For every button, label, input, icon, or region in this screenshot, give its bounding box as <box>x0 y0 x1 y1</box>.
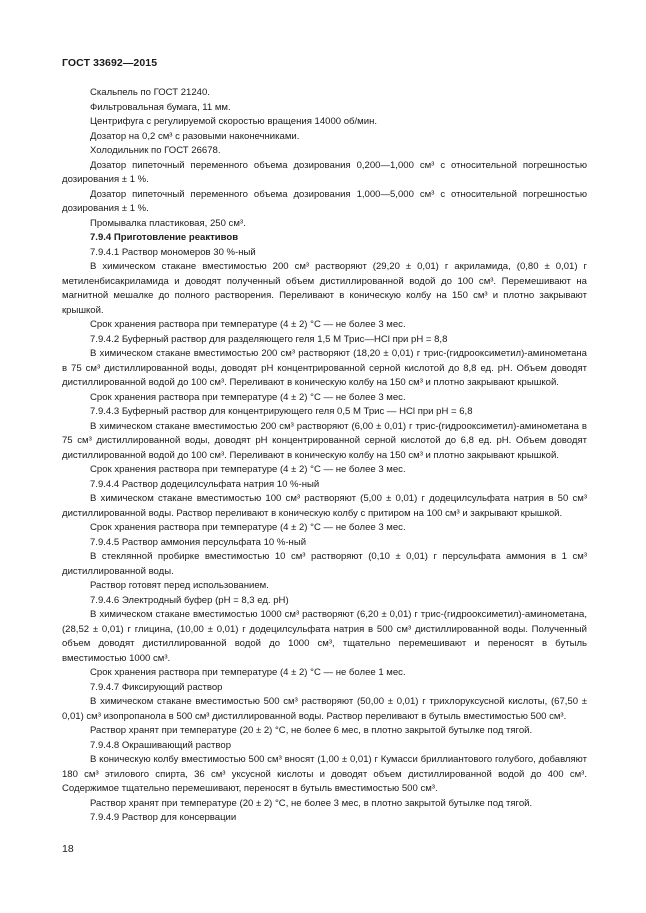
subsection-heading: 7.9.4.2 Буферный раствор для разделяющего геля 1,5 М Трис—HCl при рН = 8,8 <box>90 333 448 345</box>
paragraph: В химическом стакане вместимостью 200 см³ растворяют (6,00 ± 0,01) г трис-(гидрооксиметил)-аминометана в 75 см³ дистиллированной воды, доводят pH концентрированной серной кислотой до 6,8 ед. pH. Объем доводят дистиллированной водой до 100 см³. Переливают в коническую колбу на 150 см³ и плотно закрывают крышкой. <box>62 420 587 461</box>
subsection-heading: 7.9.4.5 Раствор аммония персульфата 10 %-ный <box>90 536 307 548</box>
section-heading: 7.9.4 Приготовление реактивов <box>90 232 239 243</box>
standard-header: ГОСТ 33692—2015 <box>62 57 158 69</box>
paragraph: Срок хранения раствора при температуре (4 ± 2) °С — не более 3 мес. <box>90 391 406 403</box>
paragraph: В химическом стакане вместимостью 500 см³ растворяют (50,00 ± 0,01) г трихлоруксусной кислоты, (67,50 ± 0,01) см³ изопропанола в 500 см³ дистиллированной воды. Раствор переливают в бутыль вместимостью 500 см³. <box>62 696 587 722</box>
paragraph: Раствор хранят при температуре (20 ± 2) °С, не более 3 мес, в плотно закрытой бутылке под тягой. <box>90 797 533 809</box>
subsection-heading: 7.9.4.9 Раствор для консервации <box>90 812 237 823</box>
paragraph: Промывалка пластиковая, 250 см³. <box>90 217 246 229</box>
paragraph: Скальпель по ГОСТ 21240. <box>90 87 210 98</box>
subsection-heading: 7.9.4.1 Раствор мономеров 30 %-ный <box>90 246 256 258</box>
paragraph: Срок хранения раствора при температуре (4 ± 2) °С — не более 3 мес. <box>90 319 406 330</box>
subsection-heading: 7.9.4.4 Раствор додецилсульфата натрия 10 %-ный <box>90 478 320 490</box>
paragraph: Срок хранения раствора при температуре (4 ± 2) °С — не более 3 мес. <box>90 464 406 475</box>
paragraph: Центрифуга с регулируемой скоростью вращения 14000 об/мин. <box>90 116 377 127</box>
paragraph: В химическом стакане вместимостью 200 см³ растворяют (18,20 ± 0,01) г трис-(гидрооксиметил)-аминометана в 75 см³ дистиллированной воды, доводят pH концентрированной серной кислотой до 8,8 ед. pH. Объем доводят дистиллированной водой до 100 см³. Переливают в коническую колбу на 150 см³ и плотно закрывают крышкой. <box>62 348 587 388</box>
subsection-heading: 7.9.4.8 Окрашивающий раствор <box>90 739 232 751</box>
paragraph: В химическом стакане вместимостью 1000 см³ растворяют (6,20 ± 0,01) г трис-(гидрооксиметил)-аминометана, (28,52 ± 0,01) г глицина, (10,00 ± 0,01) г додецилсульфата натрия в 500 см³ дистиллированной воды. Полученный объем доводят дистиллированной водой до 1000 см³, тщательно перемешивают и переносят в бутыль вместимостью 1000 см³. <box>62 609 587 664</box>
document-body <box>62 86 587 826</box>
subsection-heading: 7.9.4.7 Фиксирующий раствор <box>90 681 223 693</box>
paragraph: Фильтровальная бумага, 11 мм. <box>90 101 231 113</box>
paragraph: Срок хранения раствора при температуре (4 ± 2) °С — не более 3 мес. <box>90 522 406 533</box>
paragraph: Раствор хранят при температуре (20 ± 2) °С, не более 6 мес, в плотно закрытой бутылке под тягой. <box>90 725 533 736</box>
paragraph: В стеклянной пробирке вместимостью 10 см³ растворяют (0,10 ± 0,01) г персульфата аммония в 1 см³ дистиллированной воды. <box>62 551 587 577</box>
paragraph: Дозатор пипеточный переменного объема дозирования 0,200—1,000 см³ с относительной погрешностью дозирования ± 1 %. <box>62 159 587 185</box>
paragraph: В химическом стакане вместимостью 100 см³ растворяют (5,00 ± 0,01) г додецилсульфата натрия в 50 см³ дистиллированной воды. Раствор переливают в коническую колбу с притиром на 100 см³ и закрывают крышкой. <box>62 493 587 519</box>
paragraph: Срок хранения раствора при температуре (4 ± 2) °С — не более 1 мес. <box>90 667 406 678</box>
paragraph: Дозатор пипеточный переменного объема дозирования 1,000—5,000 см³ с относительной погрешностью дозирования ± 1 %. <box>62 188 587 214</box>
subsection-heading: 7.9.4.6 Электродный буфер (рН = 8,3 ед. pH) <box>90 594 289 606</box>
paragraph: В коническую колбу вместимостью 500 см³ вносят (1,00 ± 0,01) г Кумасси бриллиантового голубого, добавляют 180 см³ этилового спирта, 36 см³ уксусной кислоты и доводят объем дистиллированной водой до 400 см³. Содержимое тщательно перемешивают, переносят в бутыль вместимостью 500 см³. <box>62 754 587 794</box>
page-number: 18 <box>62 843 74 855</box>
paragraph: Раствор готовят перед использованием. <box>90 580 269 591</box>
paragraph: Холодильник по ГОСТ 26678. <box>90 145 221 156</box>
paragraph: В химическом стакане вместимостью 200 см³ растворяют (29,20 ± 0,01) г акриламида, (0,80 ± 0,01) г метиленбисакриламида и доводят полученный объем дистиллированной водой до 100 см³. Перемешивают на магнитной мешалке до полного растворения. Переливают в коническую колбу на 150 см³ и плотно закрывают крышкой. <box>62 261 587 316</box>
paragraph: Дозатор на 0,2 см³ с разовыми наконечниками. <box>90 130 300 142</box>
subsection-heading: 7.9.4.3 Буферный раствор для концентрирующего геля 0,5 М Трис — HCl при рН = 6,8 <box>90 406 473 417</box>
